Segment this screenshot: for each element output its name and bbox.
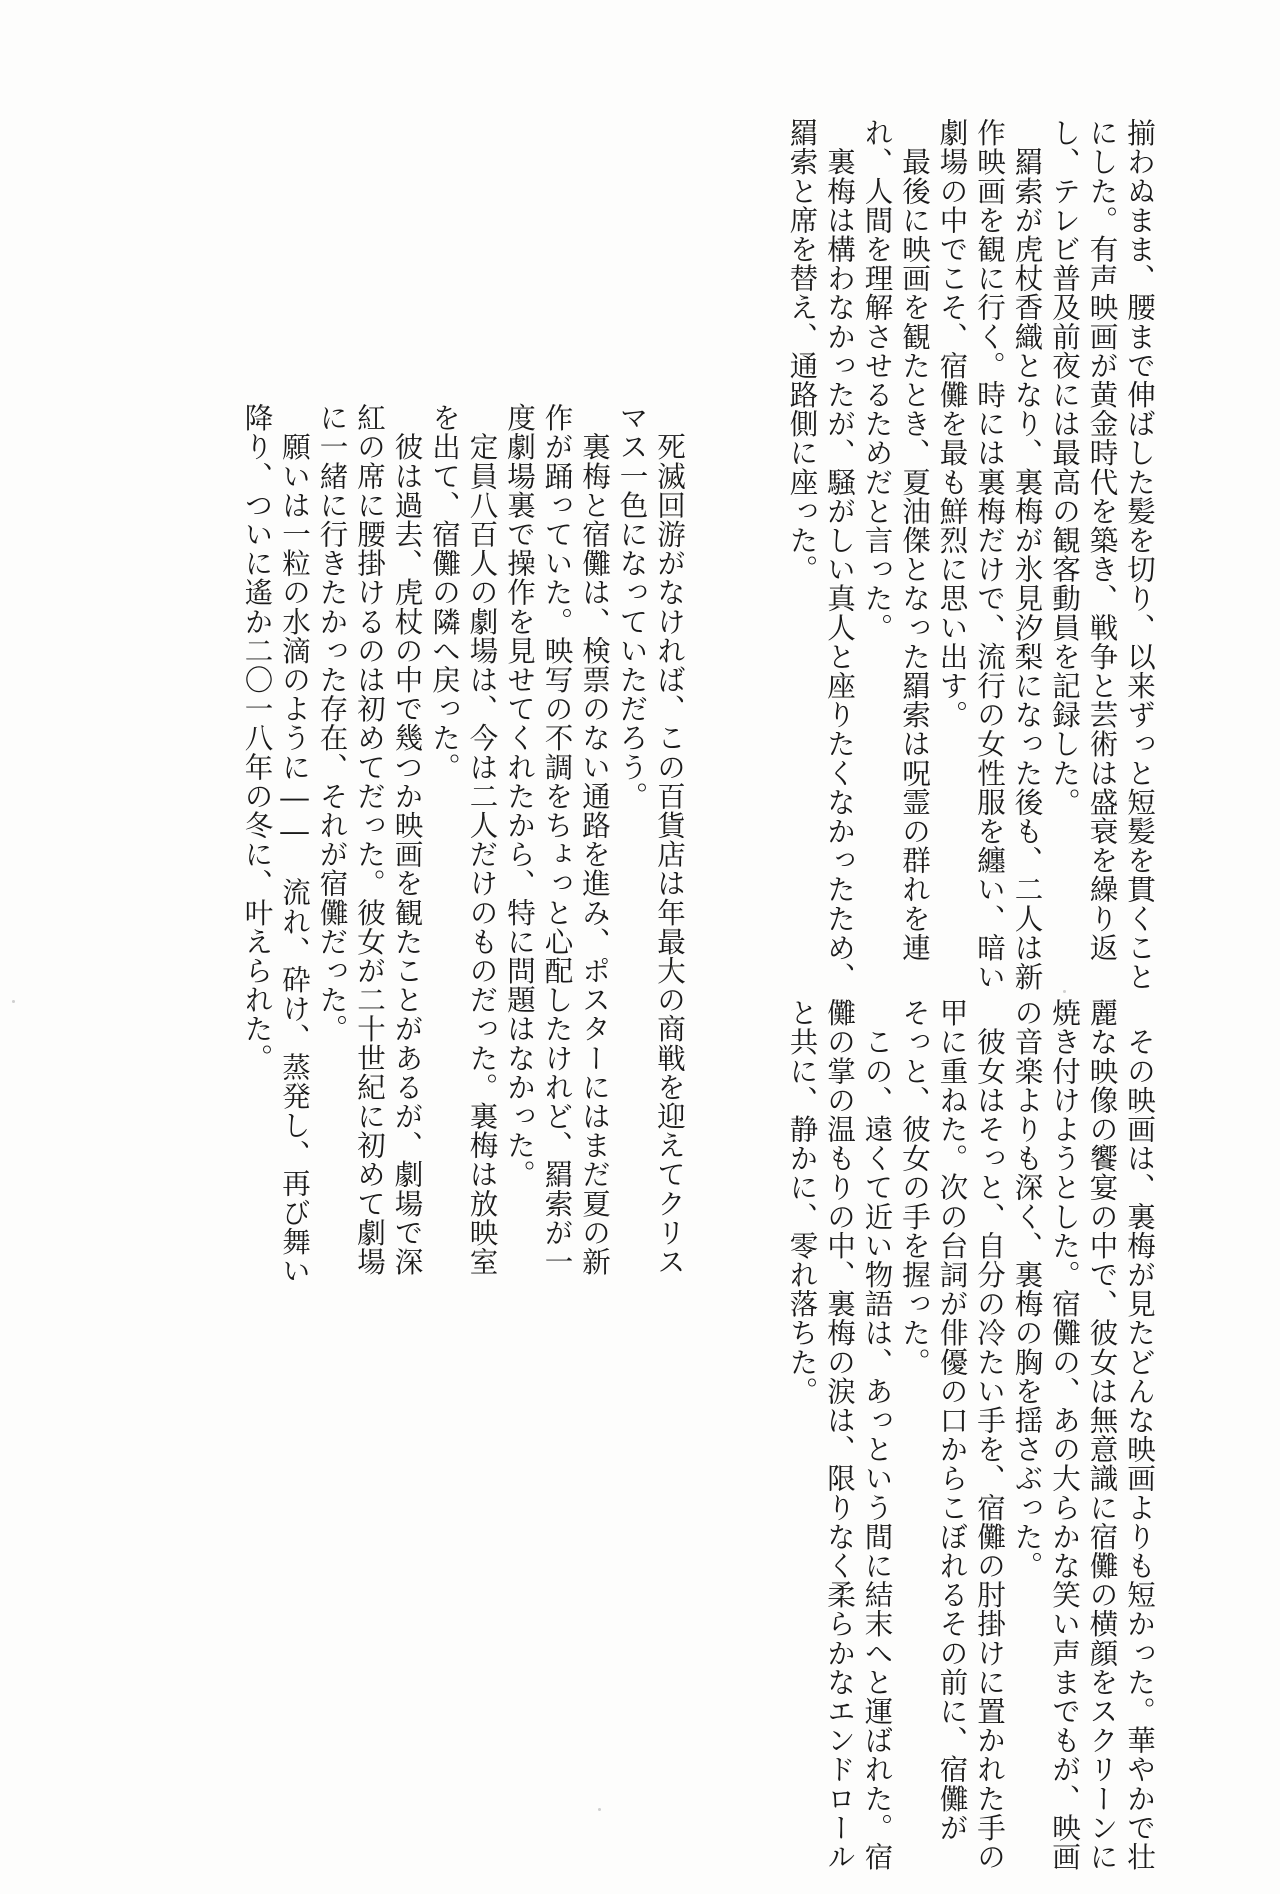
text-block-top-right xyxy=(783,118,1158,991)
text-line: 劇場の中でこそ、宿儺を最も鮮烈に思い出す。 xyxy=(935,118,969,730)
text-block-top-left xyxy=(238,403,688,1285)
text-line: マス一色になっていただろう。 xyxy=(615,403,649,811)
text-line: 裏梅と宿儺は、検票のない通路を進み、ポスターにはまだ夏の新 xyxy=(578,403,611,1276)
text-line: 作映画を観に行く。時には裏梅だけで、流行の女性服を纏い、暗い xyxy=(973,118,1006,991)
text-line: 定員八百人の劇場は、今は二人だけのものだった。裏梅は放映室 xyxy=(465,403,499,1276)
text-line: 麗な映像の饗宴の中で、彼女は無意識に宿儺の横顔をスクリーンに xyxy=(1085,998,1119,1871)
text-line: 彼は過去、虎杖の中で幾つか映画を観たことがあるが、劇場で深 xyxy=(390,403,424,1276)
text-line: 彼女はそっと、自分の冷たい手を、宿儺の肘掛けに置かれた手の xyxy=(973,998,1006,1871)
text-line: 羂索が虎杖香織となり、裏梅が氷見汐梨になった後も、二人は新 xyxy=(1010,118,1044,991)
text-line: 紅の席に腰掛けるのは初めてだった。彼女が二十世紀に初めて劇場 xyxy=(353,403,386,1276)
text-block-bottom xyxy=(783,998,1158,1871)
text-line: 甲に重ねた。次の台詞が俳優の口からこぼれるその前に、宿儺が xyxy=(935,998,969,1842)
text-line: 焼き付けようとした。宿儺の、あの大らかな笑い声までもが、映画 xyxy=(1048,998,1081,1871)
text-line: 最後に映画を観たとき、夏油傑となった羂索は呪霊の群れを連 xyxy=(898,118,931,962)
text-line: 羂索と席を替え、通路側に座った。 xyxy=(785,118,819,584)
text-line: 作が踊っていた。映写の不調をちょっと心配したけれど、羂索が一 xyxy=(540,403,574,1276)
text-line: れ、人間を理解させるためだと言った。 xyxy=(860,118,894,642)
text-line: し、テレビ普及前夜には最高の観客動員を記録した。 xyxy=(1048,118,1081,817)
text-line: 降り、ついに遙か二〇一八年の冬に、叶えられた。 xyxy=(240,403,274,1073)
text-line: 願いは一粒の水滴のように―― 流れ、砕け、蒸発し、再び舞い xyxy=(278,403,311,1285)
scan-speck xyxy=(598,1808,601,1811)
text-line: 揃わぬまま、腰まで伸ばした髪を切り、以来ずっと短髪を貫くこと xyxy=(1123,118,1156,991)
scan-speck xyxy=(1063,990,1066,993)
text-line: を出て、宿儺の隣へ戻った。 xyxy=(428,403,461,782)
text-line: その映画は、裏梅が見たどんな映画よりも短かった。華やかで壮 xyxy=(1123,998,1156,1871)
text-line: この、遠くて近い物語は、あっという間に結末へと運ばれた。宿 xyxy=(860,998,894,1871)
text-line: 度劇場裏で操作を見せてくれたから、特に問題はなかった。 xyxy=(503,403,536,1189)
scan-speck xyxy=(12,1000,15,1003)
text-line: そっと、彼女の手を握った。 xyxy=(898,998,931,1377)
text-line: の音楽よりも深く、裏梅の胸を揺さぶった。 xyxy=(1010,998,1044,1580)
text-line: と共に、静かに、零れ落ちた。 xyxy=(785,998,819,1406)
text-line: にした。有声映画が黄金時代を築き、戦争と芸術は盛衰を繰り返 xyxy=(1085,118,1119,962)
text-line: 死滅回游がなければ、この百貨店は年最大の商戦を迎えてクリス xyxy=(653,403,686,1276)
text-line: 裏梅は構わなかったが、騒がしい真人と座りたくなかったため、 xyxy=(823,118,856,991)
text-line: 儺の掌の温もりの中、裏梅の涙は、限りなく柔らかなエンドロール xyxy=(823,998,856,1871)
text-line: に一緒に行きたかった存在、それが宿儺だった。 xyxy=(315,403,349,1044)
